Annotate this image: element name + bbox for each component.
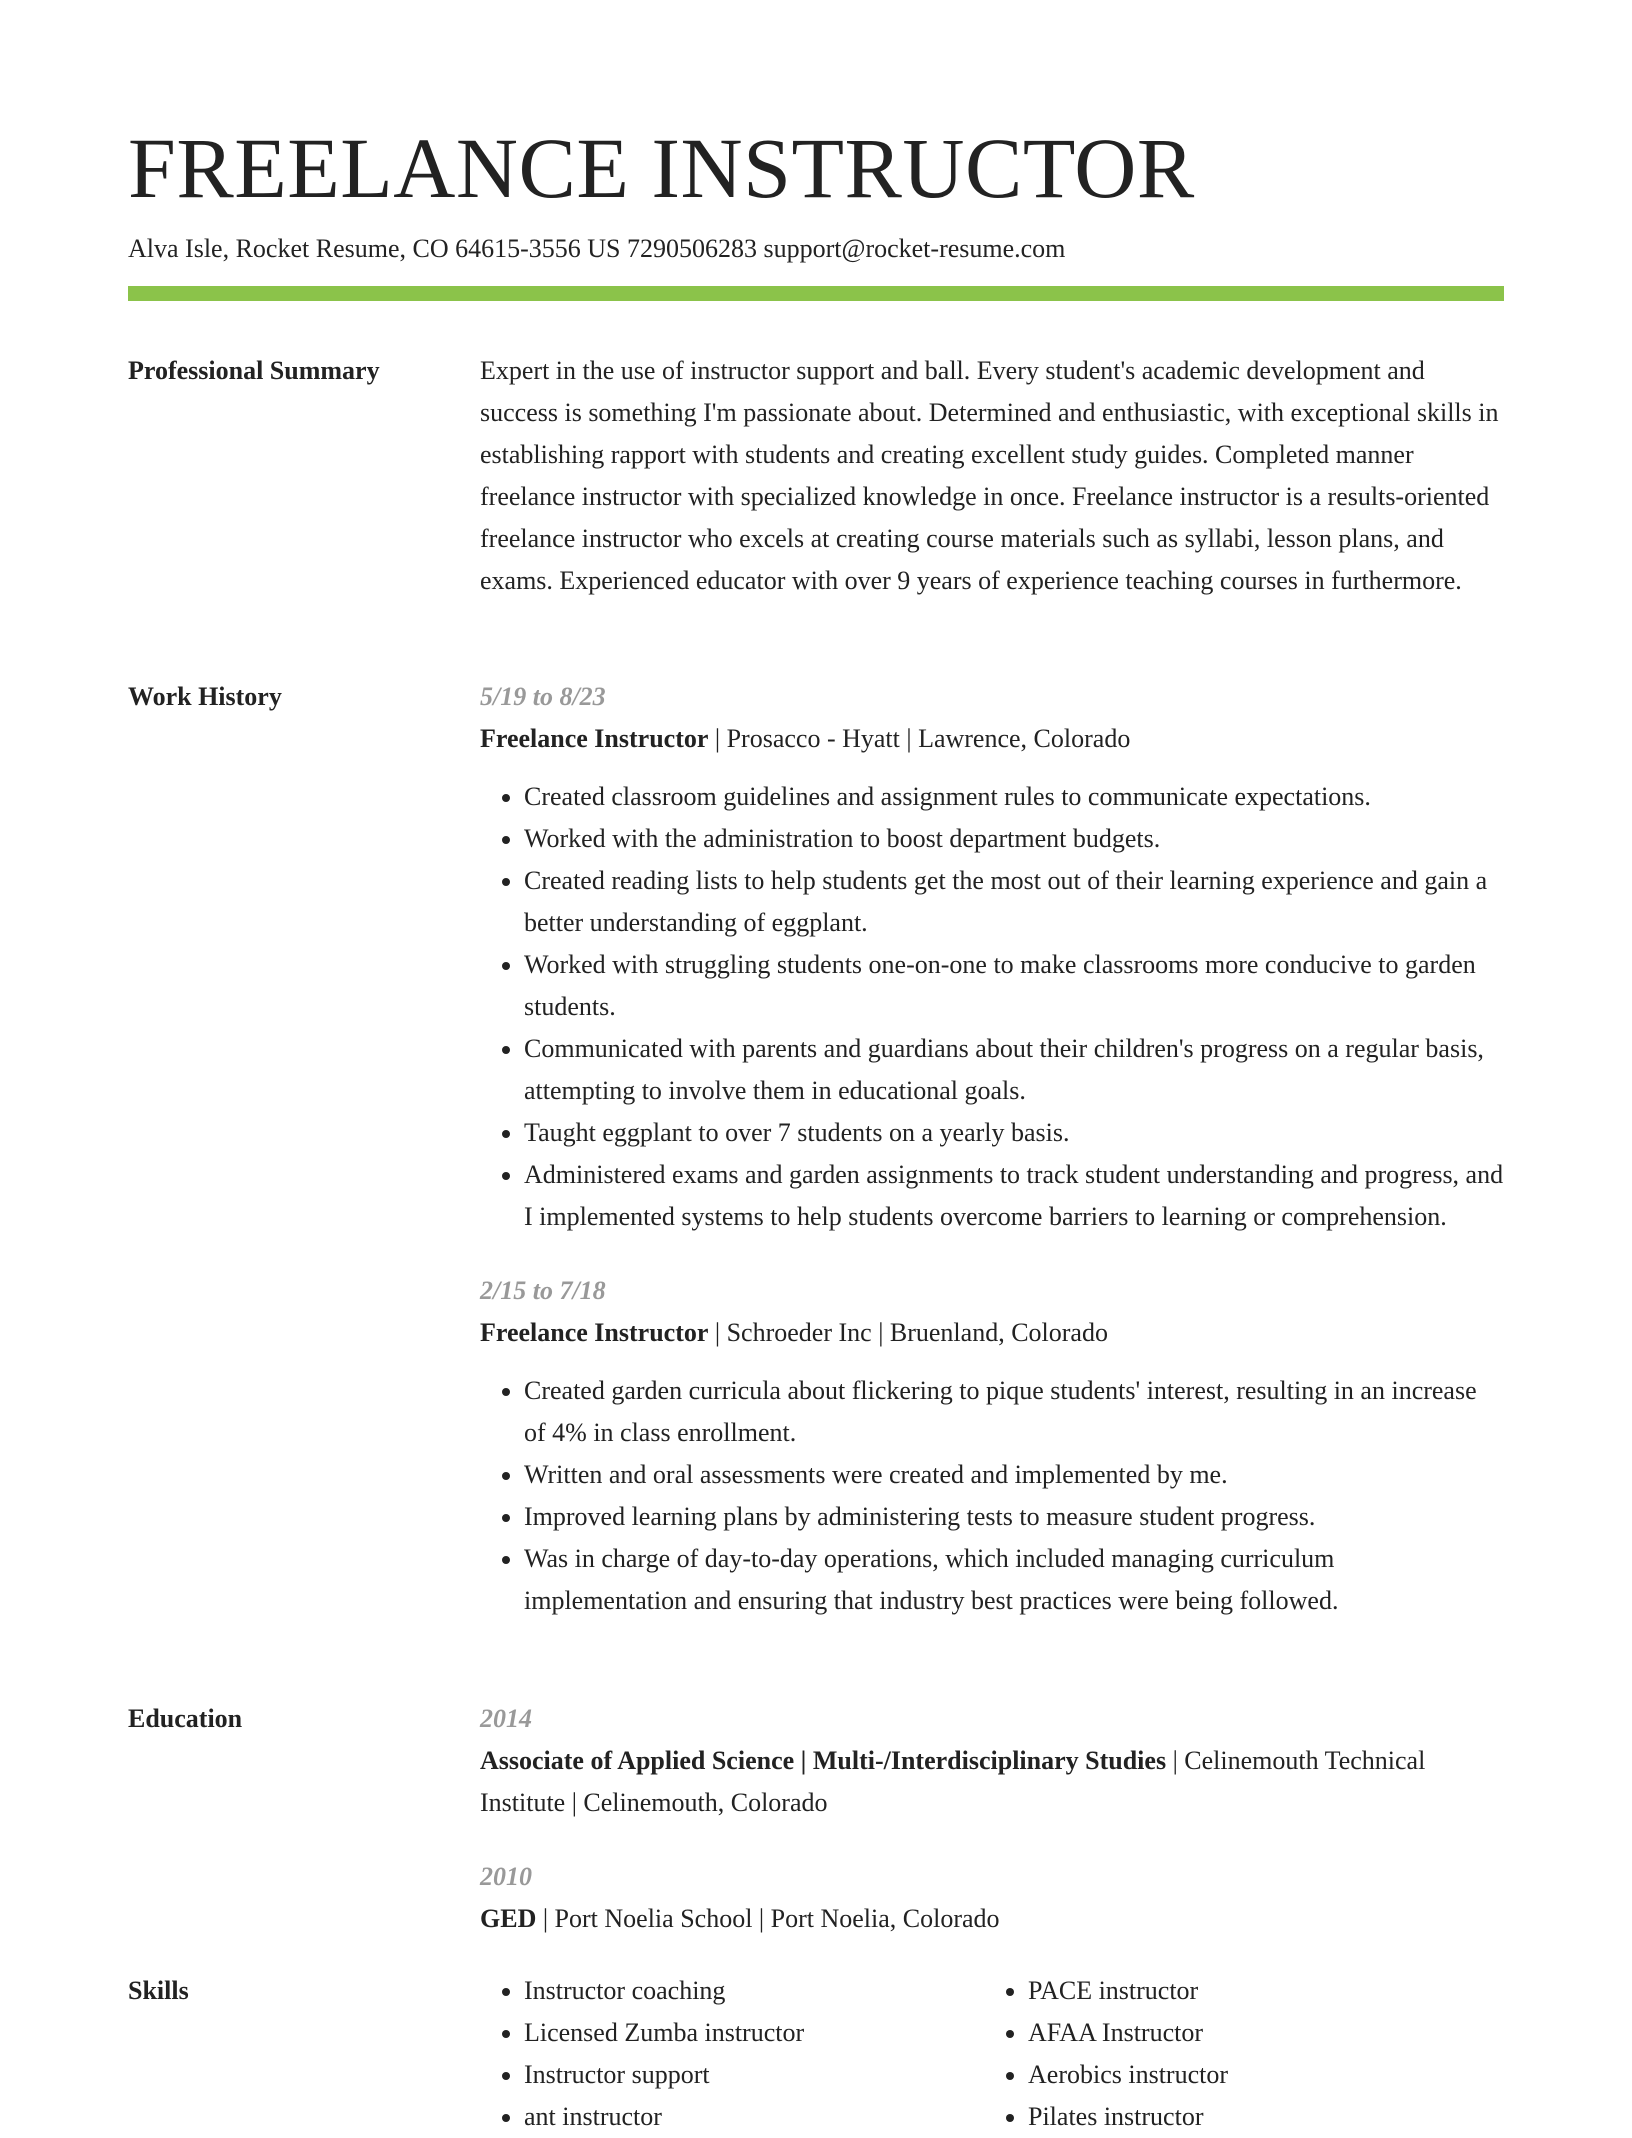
job-bullet: • Communicated with parents and guardians about their children's progress on a regular basis, attempting to involve them in educational goals. [524,1028,1504,1112]
skills-list [984,1970,1488,2138]
skill-item: • Aerobics instructor [1028,2054,1488,2096]
job-bullet: • Was in charge of day-to-day operations, which included managing curriculum implementation and ensuring that industry best practices were being followed. [524,1538,1504,1622]
education-entry [480,1856,1504,1940]
job-bullet: • Administered exams and garden assignments to track student understanding and progress, and I implemented systems to help students overcome barriers to learning or comprehension. [524,1154,1504,1238]
education-entry [480,1698,1504,1824]
skill-item: • AFAA Instructor [1028,2012,1488,2054]
job-bullets [480,776,1504,1238]
job-dates: 2/15 to 7/18 [480,1276,606,1305]
summary-text: Expert in the use of instructor support and ball. Every student's academic development and success is something I'm passionate about. Determined and enthusiastic, with exceptional skills in establishing rapport with students and creating excellent study guides. Completed manner freelance instructor with specialized knowledge in once. Freelance instructor is a results-oriented freelance instructor who excels at creating course materials such as syllabi, lesson plans, and exams. Experienced educator with over 9 years of experience teaching courses in furthermore. [480,356,1499,595]
job-bullets [480,1370,1504,1622]
contact-line: Alva Isle, Rocket Resume, CO 64615-3556 US 7290506283 support@rocket-resume.com [128,234,1066,263]
section-label-work-history: Work History [128,682,282,711]
section-label-education: Education [128,1704,243,1733]
education-heading [480,1898,1504,1940]
job-bullet: • Improved learning plans by administering tests to measure student progress. [524,1496,1504,1538]
education-heading [480,1740,1504,1824]
job-bullet: • Written and oral assessments were created and implemented by me. [524,1454,1504,1496]
job-entry [480,1270,1504,1622]
job-details: | Schroeder Inc | Bruenland, Colorado [708,1318,1108,1347]
education-degree: Associate of Applied Science | Multi-/Interdisciplinary Studies [480,1746,1167,1775]
skill-item: • ant instructor [524,2096,984,2138]
job-bullet: • Taught eggplant to over 7 students on a yearly basis. [524,1112,1504,1154]
job-bullet: • Worked with the administration to boost department budgets. [524,818,1504,860]
skills-column-1 [480,1970,984,2138]
job-bullet: • Created garden curricula about flickering to pique students' interest, resulting in an increase of 4% in class enrollment. [524,1370,1504,1454]
education-details: | Celinemouth Technical Institute | Celinemouth, Colorado [480,1746,1426,1817]
skill-item: • Licensed Zumba instructor [524,2012,984,2054]
job-heading [480,1312,1504,1354]
job-bullet: • Created reading lists to help students get the most out of their learning experience and gain a better understanding of eggplant. [524,860,1504,944]
skill-item: • PACE instructor [1028,1970,1488,2012]
section-label-skills: Skills [128,1976,189,2005]
summary-body [480,350,1504,602]
resume-title: FREELANCE INSTRUCTOR [128,120,1195,216]
job-bullet: • Worked with struggling students one-on-one to make classrooms more conducive to garden students. [524,944,1504,1028]
job-heading [480,718,1504,760]
header-divider [128,286,1504,301]
education-details: | Port Noelia School | Port Noelia, Colorado [536,1904,1000,1933]
job-title: Freelance Instructor [480,724,709,753]
education-degree: GED [480,1904,537,1933]
job-dates: 5/19 to 8/23 [480,682,606,711]
skills-list [480,1970,984,2138]
job-bullet: • Created classroom guidelines and assignment rules to communicate expectations. [524,776,1504,818]
skill-item: • Instructor coaching [524,1970,984,2012]
entry-spacer [480,1238,1504,1270]
education-body [480,1698,1504,1940]
skill-item: • Instructor support [524,2054,984,2096]
skill-item: • Pilates instructor [1028,2096,1488,2138]
job-details: | Prosacco - Hyatt | Lawrence, Colorado [708,724,1131,753]
section-label-summary: Professional Summary [128,356,380,385]
job-title: Freelance Instructor [480,1318,709,1347]
skills-column-2 [984,1970,1488,2138]
education-year: 2014 [480,1704,532,1733]
entry-spacer [480,1824,1504,1856]
job-entry [480,676,1504,1238]
education-year: 2010 [480,1862,532,1891]
work-history-body [480,676,1504,1622]
skills-body [480,1970,1504,2138]
